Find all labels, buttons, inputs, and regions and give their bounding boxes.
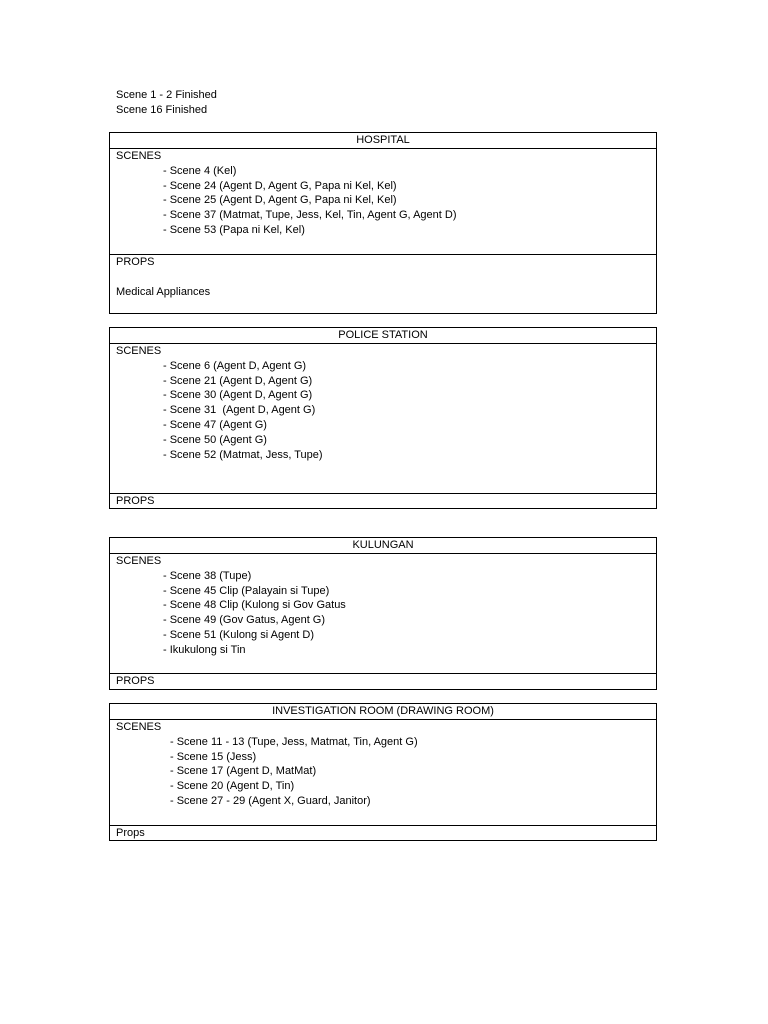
scene-item: - Scene 11 - 13 (Tupe, Jess, Matmat, Tin, Agent G) [170, 735, 418, 748]
props-label: PROPS [116, 675, 155, 687]
props-cell [110, 825, 656, 840]
scene-list [116, 569, 656, 658]
scene-item: - Ikukulong si Tin [163, 643, 246, 656]
props-label: PROPS [116, 256, 155, 268]
scene-item: - Scene 37 (Matmat, Tupe, Jess, Kel, Tin, Agent G, Agent D) [163, 209, 457, 222]
scene-item: - Scene 52 (Matmat, Jess, Tupe) [163, 448, 323, 461]
scenes-cell [110, 344, 656, 493]
scene-item: - Scene 6 (Agent D, Agent G) [163, 359, 307, 372]
scenes-label: SCENES [116, 150, 162, 162]
scene-item: - Scene 4 (Kel) [163, 164, 237, 177]
scene-item: - Scene 50 (Agent G) [163, 433, 267, 446]
scene-item: - Scene 53 (Papa ni Kel, Kel) [163, 223, 305, 236]
scene-list [116, 359, 656, 463]
scene-list [116, 164, 656, 238]
scene-item: - Scene 51 (Kulong si Agent D) [163, 628, 315, 641]
location-table-kulungan [109, 537, 657, 690]
scene-item: - Scene 17 (Agent D, MatMat) [170, 765, 317, 778]
props-label: Props [116, 827, 145, 839]
scene-item: - Scene 49 (Gov Gatus, Agent G) [163, 614, 326, 627]
status-notes [116, 88, 217, 118]
scenes-label: SCENES [116, 721, 162, 733]
location-table-investigation-room [109, 703, 657, 841]
scene-item: - Scene 31 (Agent D, Agent G) [163, 404, 316, 417]
scene-item: - Scene 24 (Agent D, Agent G, Papa ni Kel, Kel) [163, 179, 397, 192]
scene-item: - Scene 25 (Agent D, Agent G, Papa ni Kel, Kel) [163, 194, 397, 207]
table-title: INVESTIGATION ROOM (DRAWING ROOM) [110, 704, 656, 720]
scene-item: - Scene 27 - 29 (Agent X, Guard, Janitor) [170, 794, 371, 807]
props-label: PROPS [116, 495, 155, 507]
scene-item: - Scene 38 (Tupe) [163, 569, 252, 582]
location-table-police-station [109, 327, 657, 509]
scenes-cell [110, 149, 656, 254]
scenes-label: SCENES [116, 345, 162, 357]
status-line: Scene 16 Finished [116, 103, 208, 116]
status-line: Scene 1 - 2 Finished [116, 89, 217, 101]
scenes-label: SCENES [116, 555, 162, 567]
table-title: POLICE STATION [110, 328, 656, 344]
scenes-cell [110, 554, 656, 673]
scene-item: - Scene 20 (Agent D, Tin) [170, 780, 295, 793]
scene-item: - Scene 45 Clip (Palayain si Tupe) [163, 584, 330, 597]
scene-item: - Scene 15 (Jess) [170, 750, 257, 763]
scene-item: - Scene 30 (Agent D, Agent G) [163, 389, 313, 402]
prop-item: Medical Appliances [116, 285, 211, 298]
table-title: HOSPITAL [110, 133, 656, 149]
table-title: KULUNGAN [110, 538, 656, 554]
scene-list [116, 735, 656, 809]
scene-item: - Scene 48 Clip (Kulong si Gov Gatus [163, 599, 346, 612]
props-cell [110, 673, 656, 689]
scenes-cell [110, 720, 656, 825]
scene-item: - Scene 47 (Agent G) [163, 418, 267, 431]
props-cell [110, 254, 656, 313]
location-table-hospital [109, 132, 657, 314]
props-cell [110, 493, 656, 508]
scene-item: - Scene 21 (Agent D, Agent G) [163, 374, 313, 387]
